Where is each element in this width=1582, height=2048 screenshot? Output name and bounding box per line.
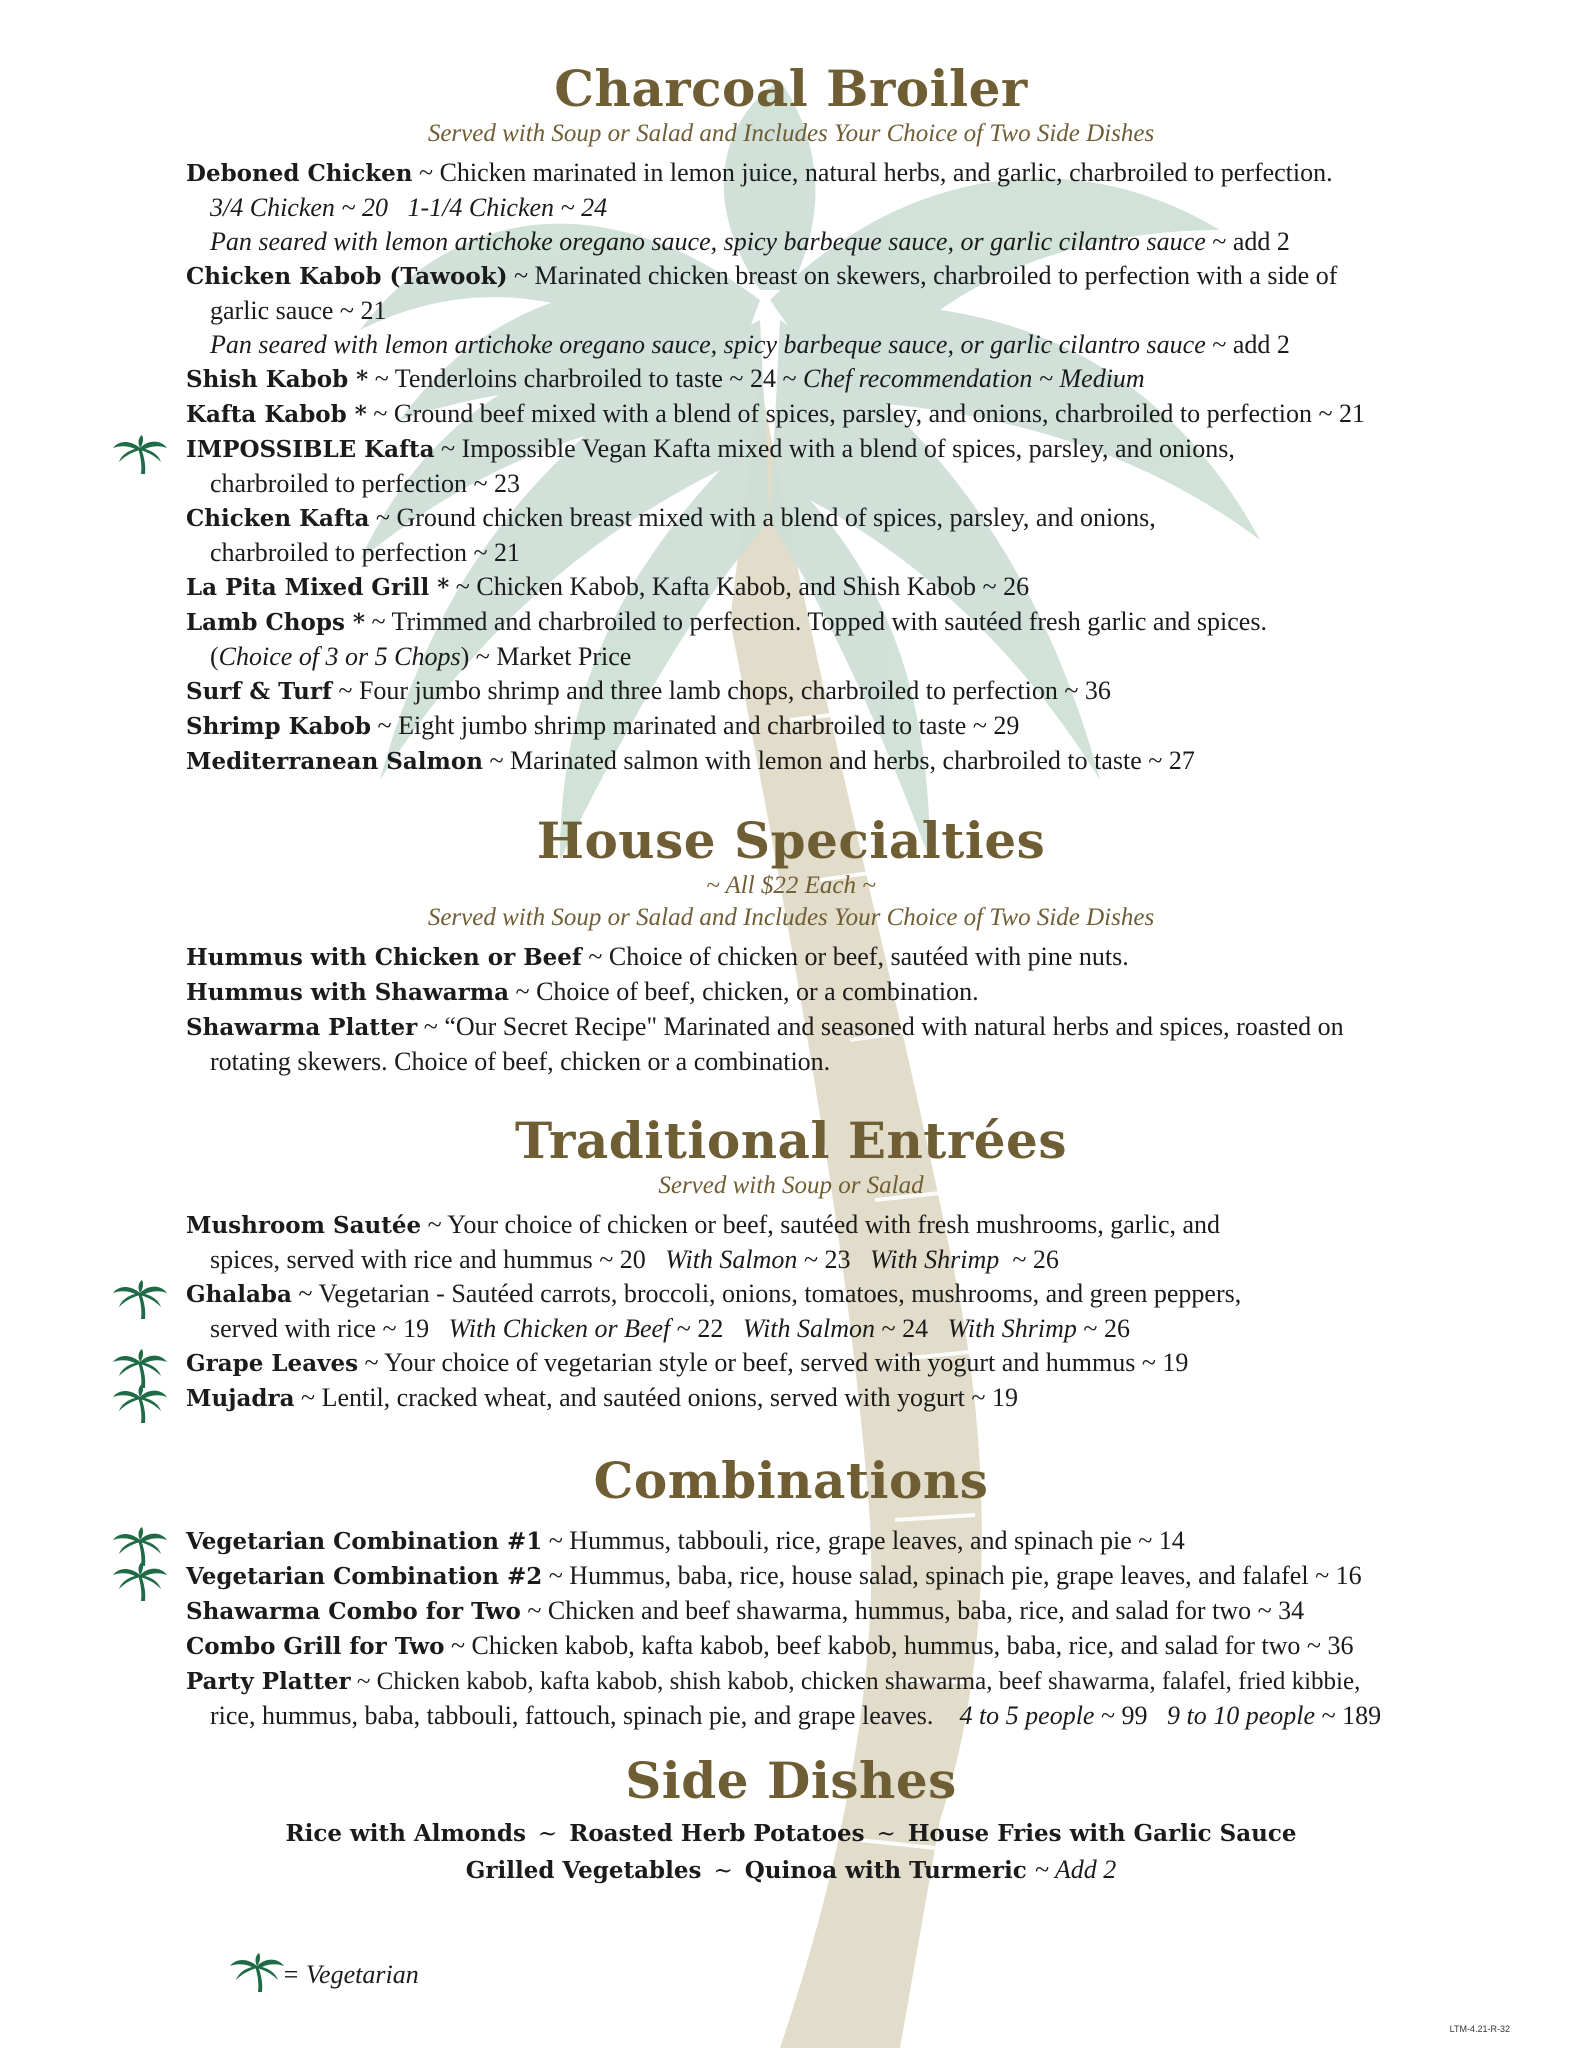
item-name: Shish Kabob * [186, 366, 369, 393]
sides-line-1 [0, 1816, 1582, 1852]
item-price: ) ~ Market Price [460, 642, 632, 671]
item-option: 4 to 5 people [959, 1701, 1095, 1730]
item-option-price: ~ 99 [1094, 1701, 1148, 1730]
item-name: Vegetarian Combination #1 [186, 1528, 543, 1555]
item-desc: ~ Your choice of vegetarian style or beef, served with yogurt and hummus ~ 19 [358, 1348, 1189, 1377]
menu-item [186, 570, 1516, 605]
vegetarian-legend [232, 1960, 419, 1990]
item-desc-cont: garlic sauce ~ 21 [210, 296, 387, 325]
vegetarian-palm-icon [111, 1383, 169, 1423]
side-item: Quinoa with Turmeric [744, 1857, 1027, 1884]
item-name: IMPOSSIBLE Kafta [186, 436, 435, 463]
menu-item [186, 940, 1516, 975]
vegetarian-palm-icon [111, 1526, 169, 1566]
item-desc: ~ Hummus, tabbouli, rice, grape leaves, and spinach pie ~ 14 [542, 1526, 1185, 1555]
item-option-price: ~ 189 [1315, 1701, 1382, 1730]
item-price-line: 3/4 Chicken ~ 20 1-1/4 Chicken ~ 24 [210, 193, 608, 222]
item-name: Shawarma Platter [186, 1014, 418, 1041]
item-name: Mujadra [186, 1385, 295, 1412]
section-title: House Specialties [536, 811, 1046, 870]
item-desc: ~ Impossible Vegan Kafta mixed with a blend of spices, parsley, and onions, [434, 434, 1235, 463]
item-desc-cont: spices, served with rice and hummus ~ 20 [210, 1245, 646, 1274]
item-desc: ~ Chicken and beef shawarma, hummus, baba, rice, and salad for two ~ 34 [520, 1596, 1305, 1625]
side-add-price: ~ Add 2 [1034, 1855, 1117, 1884]
separator: ~ [713, 1858, 733, 1884]
menu-item [186, 1559, 1516, 1594]
menu-item [186, 156, 1516, 259]
vegetarian-palm-icon [111, 1348, 169, 1388]
vegetarian-palm-icon [111, 1279, 169, 1319]
item-option-price: ~ 22 [670, 1314, 724, 1343]
section-subtitle: Served with Soup or Salad and Includes Your Choice of Two Side Dishes [427, 904, 1155, 931]
palm-tree-icon [228, 1952, 286, 1992]
item-name: Chicken Kafta [186, 505, 370, 532]
document-code: LTM-4.21-R-32 [1449, 2024, 1510, 2034]
item-option: With Shrimp [947, 1314, 1077, 1343]
item-desc-cont: charbroiled to perfection ~ 23 [210, 469, 521, 498]
item-option: With Shrimp [870, 1245, 1000, 1274]
item-desc: ~ Tenderloins charbroiled to taste ~ 24 ~ [368, 364, 804, 393]
item-desc-cont: served with rice ~ 19 [210, 1314, 430, 1343]
item-desc: ~ Lentil, cracked wheat, and sautéed onions, served with yogurt ~ 19 [294, 1383, 1018, 1412]
side-item: Grilled Vegetables [465, 1857, 702, 1884]
menu-item [186, 1381, 1516, 1416]
item-name: Surf & Turf [186, 678, 332, 705]
item-option-price: ~ 23 [797, 1245, 851, 1274]
separator: ~ [537, 1821, 558, 1847]
sides-line-2 [0, 1852, 1582, 1889]
item-desc: ~ Four jumbo shrimp and three lamb chops, charbroiled to perfection ~ 36 [331, 676, 1111, 705]
item-name: Vegetarian Combination #2 [186, 1563, 543, 1590]
item-name: La Pita Mixed Grill * [186, 574, 450, 601]
item-option: 9 to 10 people [1167, 1701, 1316, 1730]
item-desc: ~ Ground beef mixed with a blend of spices, parsley, and onions, charbroiled to perfection ~ 21 [366, 399, 1366, 428]
section-title: Charcoal Broiler [554, 59, 1028, 118]
menu-item [186, 975, 1516, 1010]
menu-item [186, 259, 1516, 362]
item-name: Hummus with Chicken or Beef [186, 944, 582, 971]
section-title: Traditional Entrées [514, 1111, 1068, 1170]
menu-item [186, 501, 1516, 570]
item-name: Ghalaba [186, 1281, 292, 1308]
menu-item [186, 1277, 1516, 1346]
item-desc-cont: charbroiled to perfection ~ 21 [210, 538, 521, 567]
item-name: Hummus with Shawarma [186, 979, 509, 1006]
item-desc-cont: rotating skewers. Choice of beef, chicken or a combination. [210, 1047, 831, 1076]
item-extra-price: ~ add 2 [1205, 330, 1290, 359]
item-extra: Pan seared with lemon artichoke oregano sauce, spicy barbeque sauce, or garlic cilantro sauce [210, 227, 1206, 256]
side-item: Roasted Herb Potatoes [569, 1820, 865, 1847]
item-desc: ~ Trimmed and charbroiled to perfection. Topped with sautéed fresh garlic and spices. [364, 607, 1267, 636]
item-option: With Salmon [665, 1245, 798, 1274]
item-name: Combo Grill for Two [186, 1633, 445, 1660]
menu-item [186, 1524, 1516, 1559]
side-add-label: Add 2 [1054, 1855, 1117, 1884]
menu-item [186, 709, 1516, 744]
item-desc: ~ Chicken kabob, kafta kabob, beef kabob, hummus, baba, rice, and salad for two ~ 36 [444, 1631, 1354, 1660]
side-item: House Fries with Garlic Sauce [907, 1820, 1297, 1847]
item-extra: Pan seared with lemon artichoke oregano sauce, spicy barbeque sauce, or garlic cilantro sauce [210, 330, 1206, 359]
section-house-specialties [0, 812, 1582, 1079]
section-combinations [0, 1452, 1582, 1733]
side-item: Rice with Almonds [285, 1820, 526, 1847]
item-note: Chef recommendation ~ Medium [803, 364, 1145, 393]
item-option: With Chicken or Beef [448, 1314, 671, 1343]
section-side-dishes [0, 1752, 1582, 1889]
item-desc: ~ Chicken kabob, kafta kabob, shish kabob, chicken shawarma, beef shawarma, falafel, fried kibbie, [350, 1668, 1361, 1695]
section-title: Side Dishes [625, 1751, 957, 1810]
vegetarian-palm-icon [111, 434, 169, 474]
item-desc: ~ Hummus, baba, rice, house salad, spinach pie, grape leaves, and falafel ~ 16 [542, 1561, 1362, 1590]
vegetarian-palm-icon [111, 1561, 169, 1601]
menu-item [186, 1346, 1516, 1381]
paren-open: ( [210, 642, 219, 671]
item-option: With Salmon [742, 1314, 876, 1343]
item-note: Choice of 3 or 5 Chops [218, 642, 461, 671]
item-name: Lamb Chops * [186, 609, 365, 636]
menu-item [186, 605, 1516, 674]
item-desc: ~ Chicken Kabob, Kafta Kabob, and Shish Kabob ~ 26 [449, 572, 1030, 601]
section-subtitle: Served with Soup or Salad [658, 1172, 924, 1199]
menu-item [186, 432, 1516, 501]
menu-item [186, 1594, 1516, 1629]
menu-item [186, 1664, 1516, 1733]
item-desc: ~ Marinated salmon with lemon and herbs, charbroiled to taste ~ 27 [482, 746, 1195, 775]
menu-item [186, 397, 1516, 432]
item-desc: ~ Ground chicken breast mixed with a blend of spices, parsley, and onions, [369, 503, 1156, 532]
item-option-price: ~ 26 [999, 1245, 1059, 1274]
item-desc: ~ Marinated chicken breast on skewers, charbroiled to perfection with a side of [507, 261, 1338, 290]
menu-item [186, 744, 1516, 779]
menu-item [186, 1208, 1516, 1277]
item-desc: ~ Choice of chicken or beef, sautéed with pine nuts. [581, 942, 1129, 971]
legend-text: = Vegetarian [282, 1960, 419, 1989]
item-desc: ~ Choice of beef, chicken, or a combination. [509, 977, 979, 1006]
item-name: Chicken Kabob (Tawook) [186, 263, 508, 290]
item-name: Party Platter [186, 1668, 351, 1695]
item-desc: ~ Chicken marinated in lemon juice, natural herbs, and garlic, charbroiled to perfection. [412, 158, 1333, 187]
section-subtitle: Served with Soup or Salad and Includes Your Choice of Two Side Dishes [427, 120, 1155, 147]
item-desc: ~ “Our Secret Recipe" Marinated and seasoned with natural herbs and spices, roasted on [417, 1012, 1344, 1041]
separator: ~ [876, 1821, 896, 1847]
item-desc-cont: rice, hummus, baba, tabbouli, fattouch, spinach pie, and grape leaves. [210, 1701, 934, 1730]
menu-item [186, 1010, 1516, 1079]
section-charcoal-broiler [0, 60, 1582, 779]
item-name: Shrimp Kabob [186, 713, 372, 740]
item-name: Deboned Chicken [186, 160, 413, 187]
item-option-price: ~ 24 [875, 1314, 929, 1343]
item-name: Shawarma Combo for Two [186, 1598, 521, 1625]
menu-item [186, 1629, 1516, 1664]
section-traditional-entrees [0, 1112, 1582, 1416]
item-desc: ~ Your choice of chicken or beef, sautéed with fresh mushrooms, garlic, and [421, 1210, 1221, 1239]
item-option-price: ~ 26 [1076, 1314, 1130, 1343]
item-name: Mushroom Sautée [186, 1212, 422, 1239]
item-name: Grape Leaves [186, 1350, 359, 1377]
section-title: Combinations [593, 1451, 989, 1510]
item-name: Mediterranean Salmon [186, 748, 483, 775]
item-desc: ~ Vegetarian - Sautéed carrots, broccoli, onions, tomatoes, mushrooms, and green peppers, [291, 1279, 1242, 1308]
section-subtitle: ~ All $22 Each ~ [706, 872, 876, 899]
menu-item [186, 674, 1516, 709]
item-name: Kafta Kabob * [186, 401, 367, 428]
item-desc: ~ Eight jumbo shrimp marinated and charbroiled to taste ~ 29 [371, 711, 1020, 740]
item-extra-price: ~ add 2 [1205, 227, 1290, 256]
menu-item [186, 362, 1516, 397]
